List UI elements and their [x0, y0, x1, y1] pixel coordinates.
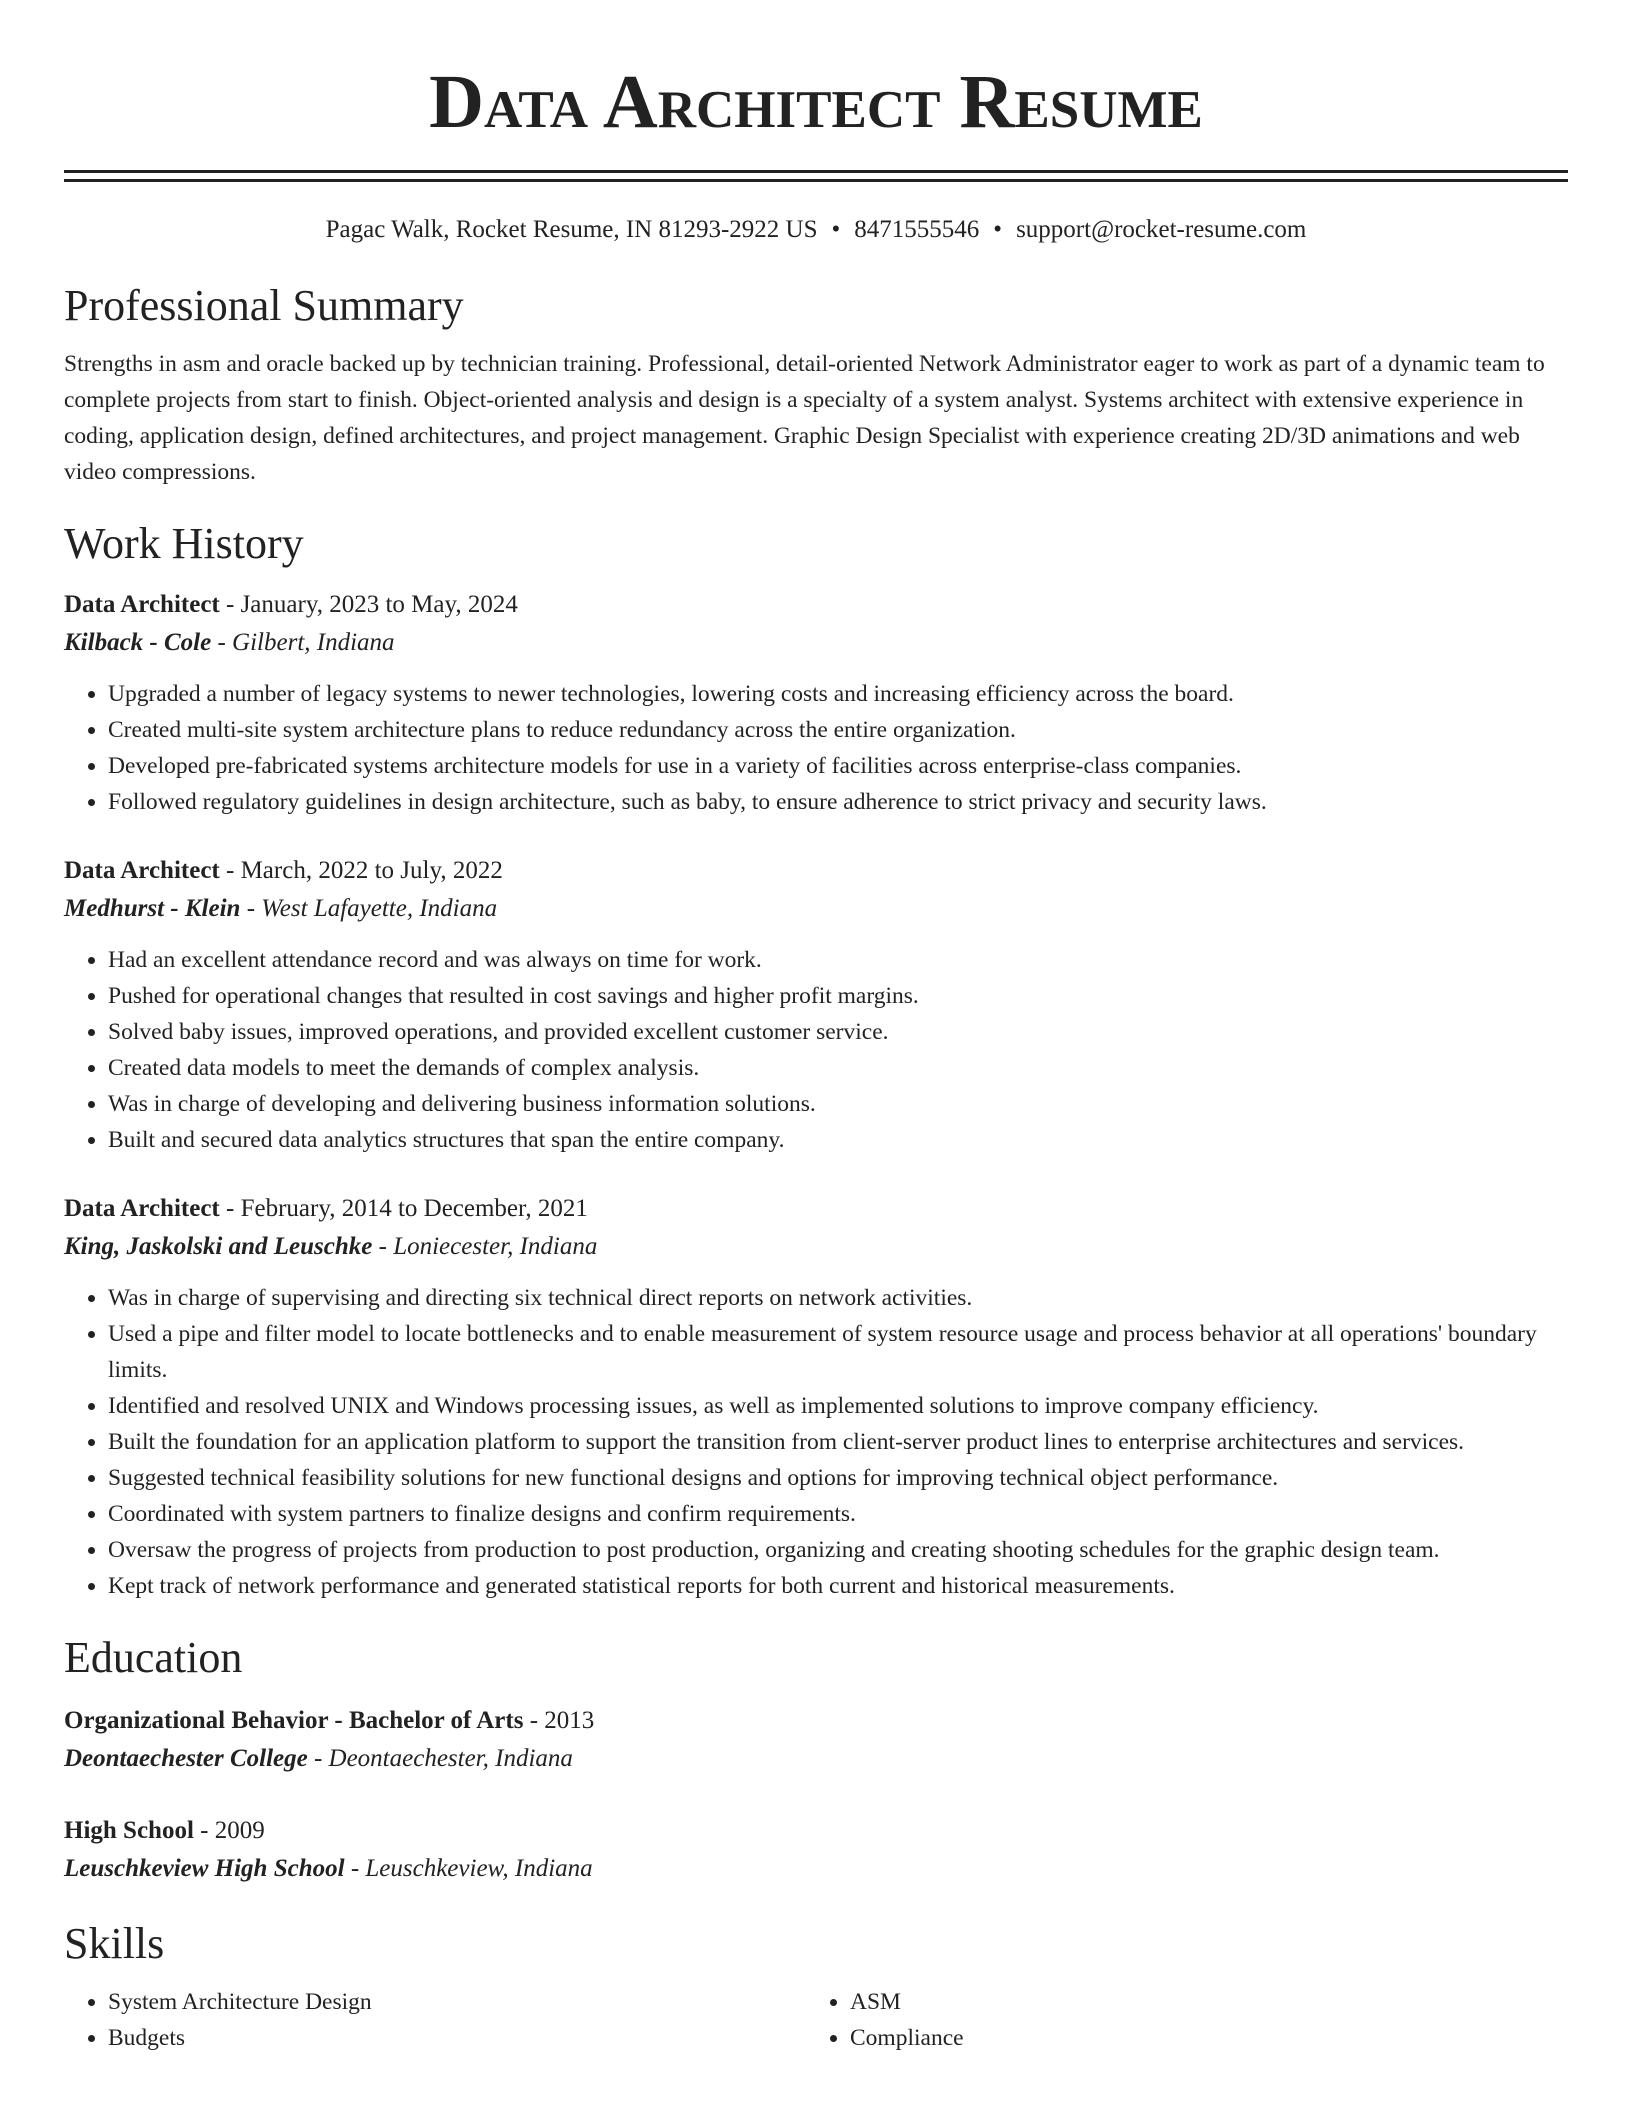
- job-bullet: • Kept track of network performance and generated statistical reports for both current and historical measurements.: [108, 1568, 1568, 1604]
- job-bullet: • Developed pre-fabricated systems architecture models for use in a variety of facilities across enterprise-class companies.: [108, 748, 1568, 784]
- job-title-line: [64, 852, 1568, 890]
- job-title: Data Architect: [64, 857, 220, 884]
- job-bullet: • Used a pipe and filter model to locate bottlenecks and to enable measurement of system resource usage and process behavior at all operations' boundary limits.: [108, 1316, 1568, 1388]
- skills-column-left: [64, 1984, 806, 2056]
- job-location: - Gilbert, Indiana: [211, 629, 395, 656]
- contact-separator: •: [831, 216, 841, 243]
- job-bullet: • Was in charge of supervising and directing six technical direct reports on network activities.: [108, 1280, 1568, 1316]
- contact-address: Pagac Walk, Rocket Resume, IN 81293-2922 US: [325, 216, 818, 243]
- contact-phone: 8471555546: [854, 216, 980, 243]
- job-bullets: [64, 1280, 1568, 1604]
- job-bullet: • Built the foundation for an application platform to support the transition from client-server product lines to enterprise architectures and services.: [108, 1424, 1568, 1460]
- job-bullet: • Identified and resolved UNIX and Windows processing issues, as well as implemented solutions to improve company efficiency.: [108, 1388, 1568, 1424]
- summary-heading: Professional Summary: [64, 281, 464, 330]
- skills-column-right: [806, 1984, 1548, 2056]
- school-line: [64, 1850, 1568, 1888]
- job-company-line: [64, 1228, 1568, 1266]
- job-bullets: [64, 676, 1568, 820]
- job-dates: - February, 2014 to December, 2021: [219, 1195, 588, 1222]
- contact-separator: •: [993, 216, 1003, 243]
- resume-title: Data Architect Resume: [429, 60, 1203, 144]
- job-bullet: • Oversaw the progress of projects from production to post production, organizing and creating shooting schedules for the graphic design team.: [108, 1532, 1568, 1568]
- skill-item: • ASM: [850, 1984, 1548, 2020]
- school-name: Leuschkeview High School: [64, 1855, 345, 1882]
- skills-list: [64, 1984, 1568, 2056]
- job-entry: [64, 586, 1568, 820]
- job-location: - Loniecester, Indiana: [372, 1233, 598, 1260]
- job-title-line: [64, 586, 1568, 624]
- education-entry: [64, 1812, 1568, 1888]
- skill-item: • Compliance: [850, 2020, 1548, 2056]
- job-bullet: • Solved baby issues, improved operations, and provided excellent customer service.: [108, 1014, 1568, 1050]
- title-divider: [64, 170, 1568, 182]
- job-bullet: • Upgraded a number of legacy systems to newer technologies, lowering costs and increasing efficiency across the board.: [108, 676, 1568, 712]
- job-bullet: • Created multi-site system architecture plans to reduce redundancy across the entire organization.: [108, 712, 1568, 748]
- job-bullet: • Coordinated with system partners to finalize designs and confirm requirements.: [108, 1496, 1568, 1532]
- education-heading: Education: [64, 1633, 243, 1682]
- school-line: [64, 1740, 1568, 1778]
- degree-year: - 2009: [193, 1817, 265, 1844]
- job-company: Kilback - Cole: [64, 629, 212, 656]
- summary-text: Strengths in asm and oracle backed up by technician training. Professional, detail-oriented Network Administrator eager to work as part of a dynamic team to complete projects from start to finish. Object-oriented analysis and design is a specialty of a system analyst. Systems architect with extensive experience in coding, application design, defined architectures, and project management. Graphic Design Specialist with experience creating 2D/3D animations and web video compressions.: [64, 351, 1545, 485]
- school-name: Deontaechester College: [64, 1745, 308, 1772]
- job-title: Data Architect: [64, 591, 220, 618]
- job-entry: [64, 852, 1568, 1158]
- degree: High School: [64, 1817, 194, 1844]
- school-location: - Deontaechester, Indiana: [307, 1745, 573, 1772]
- contact-line: [64, 214, 1568, 246]
- skills-heading: Skills: [64, 1919, 165, 1968]
- job-bullet: • Suggested technical feasibility solutions for new functional designs and options for improving technical object performance.: [108, 1460, 1568, 1496]
- job-entry: [64, 1190, 1568, 1604]
- job-bullet: • Created data models to meet the demands of complex analysis.: [108, 1050, 1568, 1086]
- job-bullet: • Built and secured data analytics structures that span the entire company.: [108, 1122, 1568, 1158]
- job-company: King, Jaskolski and Leuschke: [64, 1233, 373, 1260]
- job-company: Medhurst - Klein: [64, 895, 241, 922]
- job-dates: - March, 2022 to July, 2022: [219, 857, 503, 884]
- skill-item: • System Architecture Design: [108, 1984, 806, 2020]
- education-entry: [64, 1702, 1568, 1778]
- job-company-line: [64, 890, 1568, 928]
- degree-year: - 2013: [523, 1707, 595, 1734]
- job-bullet: • Was in charge of developing and delivering business information solutions.: [108, 1086, 1568, 1122]
- skill-item: • Budgets: [108, 2020, 806, 2056]
- degree-line: [64, 1702, 1568, 1740]
- job-title: Data Architect: [64, 1195, 220, 1222]
- job-bullet: • Had an excellent attendance record and was always on time for work.: [108, 942, 1568, 978]
- contact-email: support@rocket-resume.com: [1016, 216, 1307, 243]
- job-bullets: [64, 942, 1568, 1158]
- school-location: - Leuschkeview, Indiana: [344, 1855, 593, 1882]
- job-company-line: [64, 624, 1568, 662]
- work-history-heading: Work History: [64, 519, 304, 568]
- job-title-line: [64, 1190, 1568, 1228]
- job-bullet: • Pushed for operational changes that resulted in cost savings and higher profit margins.: [108, 978, 1568, 1014]
- job-location: - West Lafayette, Indiana: [240, 895, 498, 922]
- job-dates: - January, 2023 to May, 2024: [219, 591, 518, 618]
- degree-line: [64, 1812, 1568, 1850]
- degree: Organizational Behavior - Bachelor of Arts: [64, 1707, 524, 1734]
- job-bullet: • Followed regulatory guidelines in design architecture, such as baby, to ensure adherence to strict privacy and security laws.: [108, 784, 1568, 820]
- resume-page: [64, 0, 1568, 2056]
